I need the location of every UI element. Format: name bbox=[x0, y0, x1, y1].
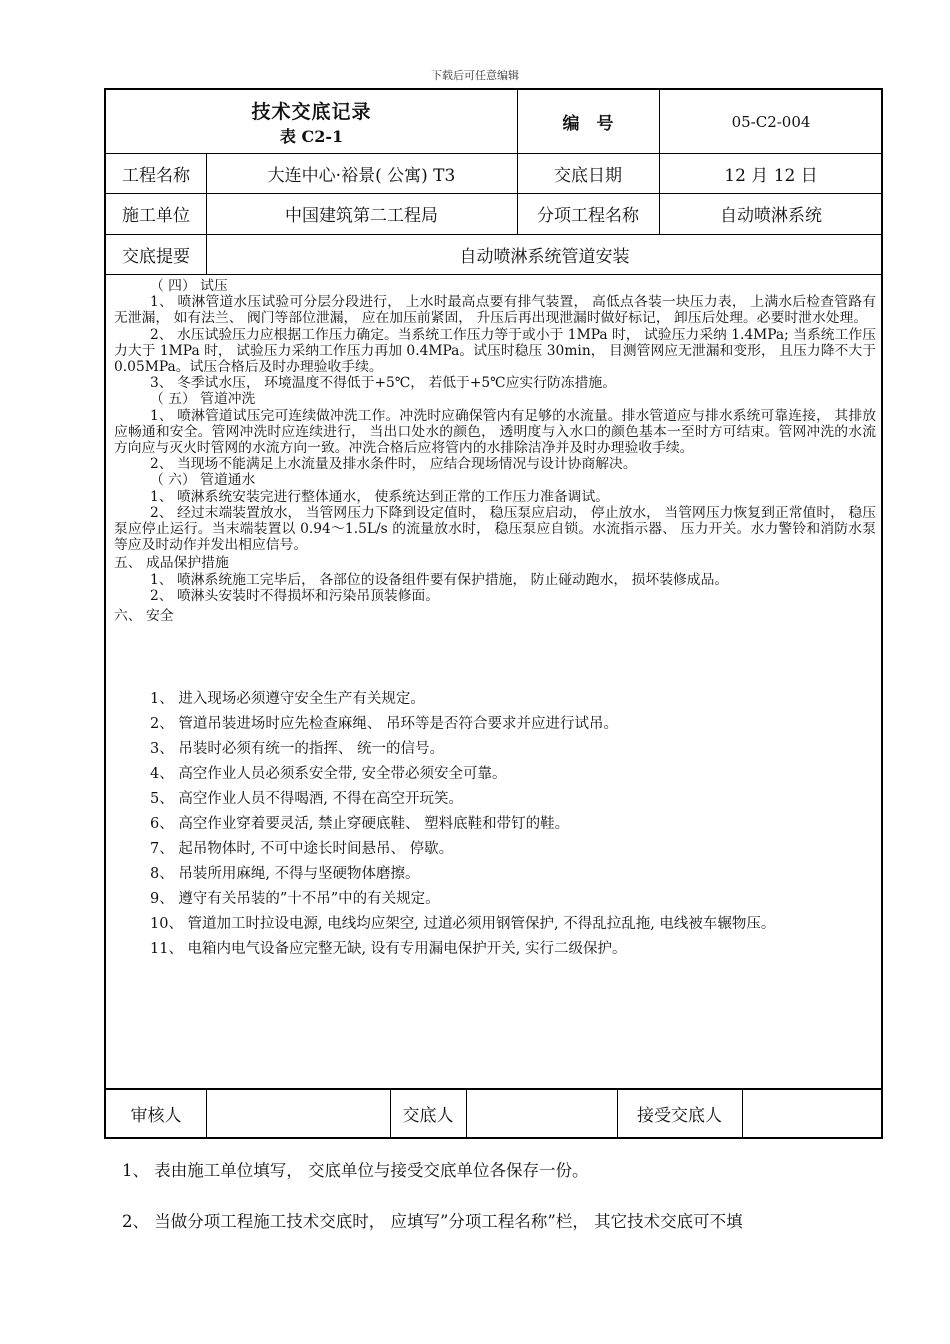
summary-value: 自动喷淋系统管道安装 bbox=[459, 246, 630, 267]
safety-list bbox=[114, 687, 876, 962]
body-paragraph: 2、 当现场不能满足上水流量及排水条件时， 应结合现场情况与设计协商解决。 bbox=[150, 456, 637, 473]
list-item: 9、 遵守有关吊装的”十不吊”中的有关规定。 bbox=[150, 891, 440, 907]
section-heading: 五、 成品保护措施 bbox=[114, 555, 229, 572]
contractor-value: 中国建筑第二工程局 bbox=[285, 206, 438, 226]
disclosure-body bbox=[114, 278, 876, 624]
list-item: 10、 管道加工时拉设电源, 电线均应架空, 过道必须用钢管保护, 不得乱拉乱拖, 电线被车辗物压。 bbox=[150, 916, 776, 932]
footnote: 2、 当做分项工程施工技术交底时， 应填写”分项工程名称”栏， 其它技术交底可不填 bbox=[122, 1212, 743, 1231]
list-item: 6、 高空作业穿着要灵活, 禁止穿硬底鞋、 塑料底鞋和带钉的鞋。 bbox=[150, 816, 570, 832]
body-paragraph: 1、 喷淋管道试压完可连续做冲洗工作。冲洗时应确保管内有足够的水流量。排水管道应与排水系统可靠连接， 其排放应畅通和安全。管网冲洗时应连续进行， 当出口处水的颜色， 透明度与入水口的颜色基本一至时方可结束。管网冲洗的水流方向应与灭火时管网的水流方向一致。冲洗合格后应将管内的水排除洁净并及时办理验收手续。 bbox=[114, 407, 876, 457]
list-item: 8、 吊装所用麻绳, 不得与坚硬物体磨擦。 bbox=[150, 866, 420, 882]
form-title-cell bbox=[106, 90, 517, 153]
project-name-label: 工程名称 bbox=[122, 165, 190, 186]
body-paragraph: 2、 经过末端装置放水， 当管网压力下降到设定值时， 稳压泵应启动， 停止放水， 当管网压力恢复到正常值时， 稳压泵应停止运行。当末端装置以 0.94～1.5L/s 的流量放水时， 稳压泵应自锁。水流指示器、 压力开关。水力警铃和消防水泵等应及时动作并发出相应信号。 bbox=[114, 504, 876, 554]
discloser-label: 交底人 bbox=[402, 1105, 454, 1126]
list-item: 11、 电箱内电气设备应完整无缺, 设有专用漏电保护开关, 实行二级保护。 bbox=[150, 941, 627, 957]
contractor-label: 施工单位 bbox=[122, 206, 190, 226]
list-item: 7、 起吊物体时, 不可中途长时间悬吊、 停歇。 bbox=[150, 841, 454, 857]
receiver-signature-field[interactable] bbox=[742, 1088, 883, 1138]
disclosure-form bbox=[104, 88, 883, 1139]
body-paragraph: 1、 喷淋系统安装完进行整体通水， 使系统达到正常的工作压力准备调试。 bbox=[150, 488, 610, 505]
number-label: 编 号 bbox=[562, 114, 614, 134]
reviewer-signature-field[interactable] bbox=[206, 1088, 390, 1138]
footnote: 1、 表由施工单位填写， 交底单位与接受交底单位各保存一份。 bbox=[122, 1161, 589, 1180]
disclosure-date-label: 交底日期 bbox=[554, 165, 622, 186]
body-paragraph: 3、 冬季试水压， 环境温度不得低于+5℃， 若低于+5℃应实行防冻措施。 bbox=[150, 375, 616, 392]
body-paragraph: （ 四） 试压 bbox=[150, 278, 228, 294]
list-item: 1、 进入现场必须遵守安全生产有关规定。 bbox=[150, 691, 425, 707]
form-title: 技术交底记录 bbox=[251, 100, 372, 123]
list-item: 5、 高空作业人员不得喝酒, 不得在高空开玩笑。 bbox=[150, 791, 464, 807]
number-value: 05-C2-004 bbox=[731, 112, 811, 131]
receiver-label: 接受交底人 bbox=[637, 1105, 722, 1126]
discloser-signature-field[interactable] bbox=[466, 1088, 617, 1138]
subproject-label: 分项工程名称 bbox=[537, 206, 639, 226]
disclosure-date-value: 12 月 12 日 bbox=[724, 165, 818, 186]
section-heading: 六、 安全 bbox=[114, 608, 174, 625]
subproject-value: 自动喷淋系统 bbox=[720, 206, 822, 226]
body-paragraph: 1、 喷淋系统施工完毕后， 各部位的设备组件要有保护措施， 防止碰动跑水， 损坏装修成品。 bbox=[150, 571, 729, 588]
reviewer-label: 审核人 bbox=[130, 1105, 182, 1126]
body-paragraph: 1、 喷淋管道水压试验可分层分段进行， 上水时最高点要有排气装置， 高低点各装一块压力表， 上满水后检查管路有无泄漏， 如有法兰、 阀门等部位泄漏， 应在加压前紧固， 升压后再出现泄漏时做好标记， 卸压后处理。必要时泄水处理。 bbox=[114, 294, 876, 327]
form-subtitle: 表 C2-1 bbox=[279, 126, 344, 146]
body-paragraph: （ 六） 管道通水 bbox=[150, 472, 256, 489]
summary-label: 交底提要 bbox=[122, 246, 190, 267]
body-paragraph: 2、 喷淋头安装时不得损坏和污染吊顶装修面。 bbox=[150, 587, 440, 604]
list-item: 3、 吊装时必须有统一的指挥、 统一的信号。 bbox=[150, 741, 444, 757]
body-paragraph: （ 五） 管道冲洗 bbox=[150, 391, 256, 408]
body-paragraph: 2、 水压试验压力应根据工作压力确定。当系统工作压力等于或小于 1MPa 时， 试验压力采纳 1.4MPa; 当系统工作压力大于 1MPa 时， 试验压力采纳工作压力再加 0.4MPa。试压时稳压 30min， 目测管网应无泄漏和变形， 且压力降不大于 0.05MPa。试压合格后及时办理验收手续。 bbox=[114, 326, 876, 376]
list-item: 4、 高空作业人员必须系安全带, 安全带必须安全可靠。 bbox=[150, 766, 507, 782]
project-name-value: 大连中心·裕景( 公寓) T3 bbox=[267, 165, 456, 186]
list-item: 2、 管道吊装进场时应先检查麻绳、 吊环等是否符合要求并应进行试吊。 bbox=[150, 716, 618, 732]
top-note: 下载后可任意编辑 bbox=[431, 69, 519, 82]
